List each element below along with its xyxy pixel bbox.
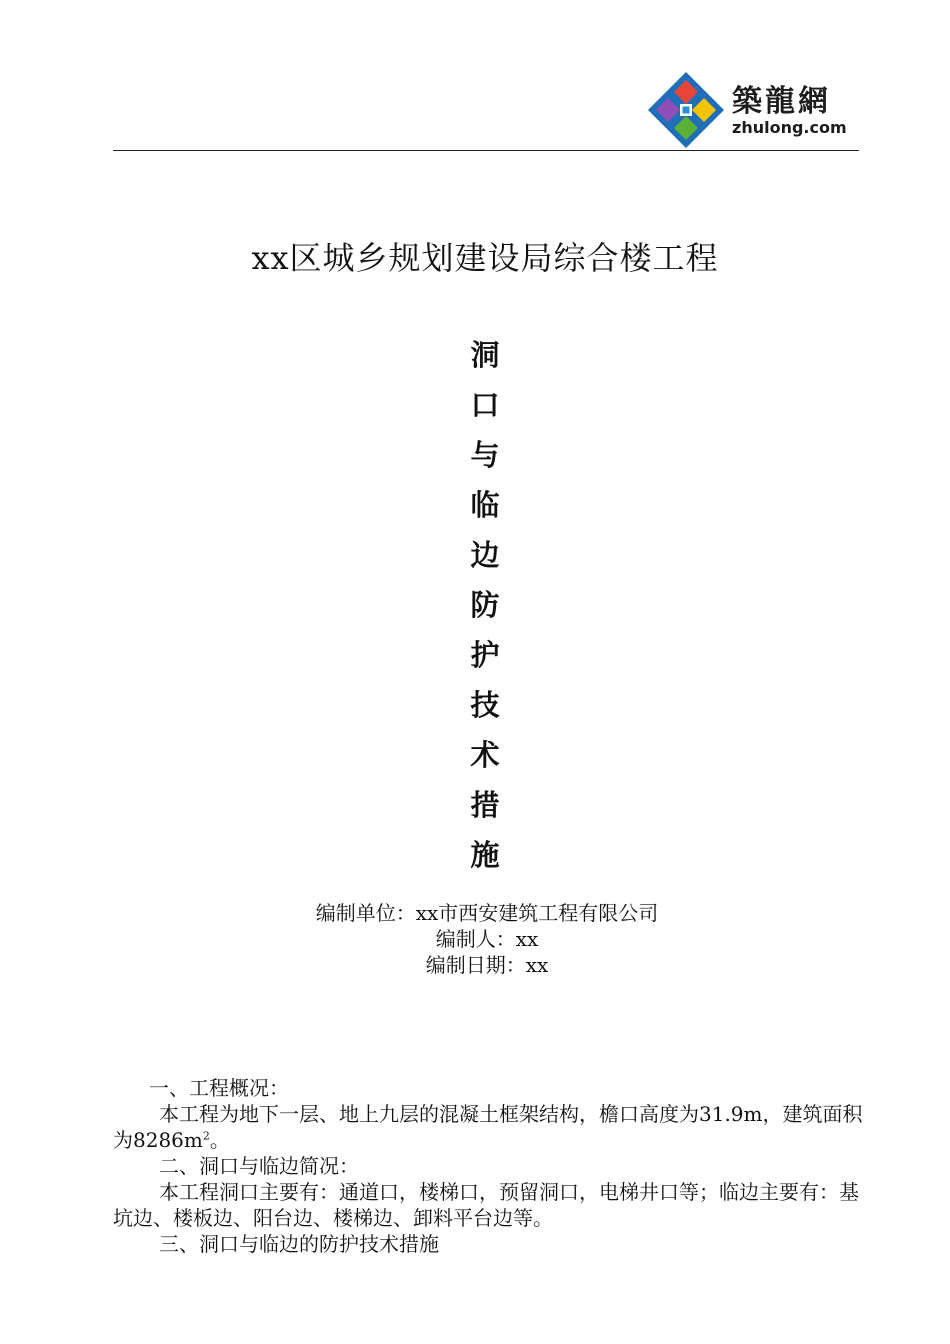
title-char: 防 [470,588,500,622]
zhulong-logo [646,66,866,148]
document-body [113,1075,865,1257]
title-char: 临 [470,488,500,522]
compile-author: 编制人：xx [435,927,539,951]
superscript: 2 [202,1129,210,1143]
title-char: 技 [470,688,500,722]
compile-date: 编制日期：xx [425,953,549,977]
title-char: 洞 [470,338,500,372]
document-title-vertical [445,330,525,880]
title-char: 术 [470,738,500,772]
overview-text: 本工程为地下一层、地上九层的混凝土框架结构，檐口高度为31.9m，建筑面积为8286m [113,1102,863,1152]
paragraph-overview [113,1101,865,1153]
logo-domain: zhulong.com [732,118,847,137]
zhulong-logo-icon [646,70,726,150]
compile-unit: 编制单位：xx市西安建筑工程有限公司 [315,901,659,925]
header-divider [113,150,859,151]
title-char: 措 [470,788,500,822]
sentence-end: 。 [209,1128,230,1152]
title-char: 护 [470,638,500,672]
section-heading-measures: 三、洞口与临边的防护技术措施 [159,1232,439,1256]
logo-chinese-name: 築龍網 [732,84,831,119]
section-heading-openings: 二、洞口与临边简况： [159,1154,359,1178]
title-char: 边 [470,538,500,572]
title-char: 施 [470,838,500,872]
title-char: 口 [470,388,500,422]
project-title: xx区城乡规划建设局综合楼工程 [251,239,719,277]
section-heading-overview: 一、工程概况： [149,1076,289,1100]
title-char: 与 [470,438,500,472]
paragraph-openings: 本工程洞口主要有：通道口，楼梯口，预留洞口，电梯井口等；临边主要有：基坑边、楼板边、阳台边、楼梯边、卸料平台边等。 [113,1180,859,1230]
compile-info [0,900,950,978]
